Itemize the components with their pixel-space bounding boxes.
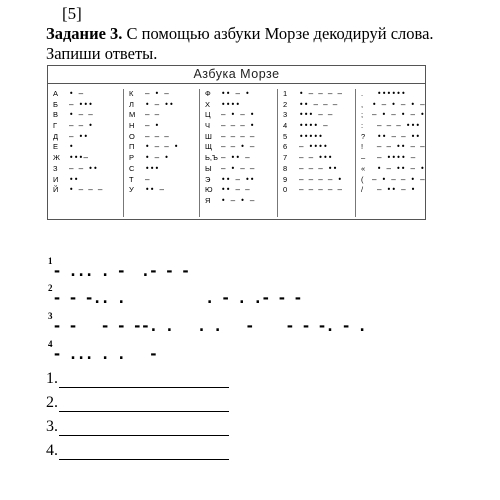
morse-letter: Н xyxy=(129,121,135,131)
morse-letter: З xyxy=(53,163,58,173)
morse-code: •• — • xyxy=(221,89,250,98)
morse-row xyxy=(278,132,355,143)
morse-code: — — — xyxy=(145,131,170,141)
answer-line-2[interactable] xyxy=(46,394,229,412)
morse-code: •• — — •• xyxy=(377,131,421,141)
morse-row xyxy=(124,175,199,186)
morse-row xyxy=(200,132,277,143)
morse-row xyxy=(356,121,425,132)
morse-code: — • xyxy=(145,121,160,131)
morse-row xyxy=(124,89,199,100)
morse-code: •• — xyxy=(145,185,165,195)
morse-row xyxy=(356,164,425,175)
morse-code: — •• — • xyxy=(377,185,416,195)
morse-code: — — • — xyxy=(221,142,255,152)
morse-letter: Я xyxy=(205,195,211,205)
morse-code: — — ••• xyxy=(299,153,333,163)
morse-letter: Т xyxy=(129,174,134,184)
morse-column-5 xyxy=(356,89,425,217)
morse-code: • — — — xyxy=(69,185,103,195)
morse-letter: « xyxy=(361,163,366,173)
morse-letter: Г xyxy=(53,121,58,131)
morse-letter: Ш xyxy=(205,131,212,141)
morse-letter: П xyxy=(129,142,135,152)
morse-row xyxy=(48,121,123,132)
morse-row xyxy=(356,110,425,121)
morse-code: • — — — — xyxy=(299,89,343,98)
morse-code: •• — — — xyxy=(299,99,338,109)
answer-blank[interactable] xyxy=(59,445,229,460)
morse-row xyxy=(124,110,199,121)
answer-number: 3. xyxy=(46,418,58,435)
morse-code: — — — — xyxy=(221,131,255,141)
morse-letter: 3 xyxy=(283,110,288,120)
morse-message-4 xyxy=(48,339,157,363)
morse-row xyxy=(200,153,277,164)
morse-row xyxy=(356,100,425,111)
task-text: С помощью азбуки Морзе декодируй слова. Запиши ответы. xyxy=(46,24,434,63)
message-code: - - - - --. . . . - - - -. - . xyxy=(52,317,366,335)
morse-code: •••••• xyxy=(377,89,406,98)
morse-code: •• — •• xyxy=(221,174,255,184)
morse-row xyxy=(124,121,199,132)
marks-label: [5] xyxy=(62,4,82,23)
morse-row xyxy=(48,153,123,164)
morse-row xyxy=(200,142,277,153)
morse-letter: И xyxy=(53,174,59,184)
morse-code: — • — — • — xyxy=(372,174,425,184)
message-code: - ... . . - xyxy=(52,345,157,363)
message-number: 2 xyxy=(48,283,53,293)
morse-letter: ! xyxy=(361,142,364,152)
morse-code: • — • — • — xyxy=(372,99,425,109)
morse-row xyxy=(124,153,199,164)
morse-row xyxy=(124,164,199,175)
answer-number: 2. xyxy=(46,394,58,411)
morse-code: ••••• xyxy=(299,131,324,141)
answer-line-1[interactable] xyxy=(46,370,229,388)
morse-letter: . xyxy=(361,89,364,98)
answer-blank[interactable] xyxy=(59,397,229,412)
morse-letter: : xyxy=(361,121,364,131)
morse-table xyxy=(47,65,426,220)
morse-row xyxy=(200,100,277,111)
morse-code: • — xyxy=(69,89,84,98)
morse-letter: С xyxy=(129,163,135,173)
morse-letter: Д xyxy=(53,131,59,141)
morse-code: ••• xyxy=(145,163,160,173)
morse-code: — — — •• xyxy=(299,163,338,173)
morse-row xyxy=(200,175,277,186)
morse-code: — •••• — xyxy=(377,153,416,163)
morse-letter: О xyxy=(129,131,135,141)
morse-letter: 7 xyxy=(283,153,288,163)
morse-row xyxy=(124,142,199,153)
answer-blank[interactable] xyxy=(59,373,229,388)
morse-code: • — • xyxy=(145,153,170,163)
morse-row xyxy=(278,89,355,100)
morse-letter: ? xyxy=(361,131,366,141)
morse-code: — •• xyxy=(69,131,89,141)
morse-row xyxy=(48,110,123,121)
morse-row xyxy=(48,132,123,143)
answer-line-4[interactable] xyxy=(46,442,229,460)
morse-code: — — — — — xyxy=(299,185,343,195)
morse-code: • — •• — • xyxy=(376,163,425,173)
morse-column-2 xyxy=(124,89,200,217)
morse-code: — — — ••• xyxy=(377,121,421,131)
answer-number: 4. xyxy=(46,442,58,459)
morse-code: • xyxy=(69,142,74,152)
morse-row xyxy=(356,153,425,164)
morse-row xyxy=(48,89,123,100)
morse-row xyxy=(200,185,277,196)
morse-letter: ; xyxy=(361,110,364,120)
morse-row xyxy=(124,185,199,196)
morse-code: •••— xyxy=(69,153,89,163)
morse-letter: Э xyxy=(205,174,211,184)
morse-code: — • — • — • xyxy=(372,110,425,120)
morse-code: — — • xyxy=(69,121,94,131)
morse-letter: 1 xyxy=(283,89,288,98)
morse-row xyxy=(278,153,355,164)
morse-row xyxy=(278,142,355,153)
morse-letter: / xyxy=(361,185,364,195)
morse-letter: 4 xyxy=(283,121,288,131)
morse-row xyxy=(356,89,425,100)
morse-code: — • — xyxy=(145,89,170,98)
morse-letter: А xyxy=(53,89,59,98)
morse-row xyxy=(356,132,425,143)
morse-letter: 9 xyxy=(283,174,288,184)
morse-letter: Й xyxy=(53,185,59,195)
morse-code: •••• xyxy=(221,99,241,109)
morse-letter: Л xyxy=(129,99,134,109)
morse-letter: Б xyxy=(53,99,58,109)
morse-row xyxy=(48,164,123,175)
task-label: Задание 3. xyxy=(46,24,123,43)
morse-code: — • — — xyxy=(221,163,255,173)
morse-row xyxy=(356,175,425,186)
answer-blank[interactable] xyxy=(59,421,229,436)
morse-letter: Ц xyxy=(205,110,211,120)
morse-letter: 6 xyxy=(283,142,288,152)
morse-code: — ••• xyxy=(69,99,94,109)
morse-letter: 5 xyxy=(283,131,288,141)
morse-letter: , xyxy=(361,99,364,109)
morse-row xyxy=(200,196,277,207)
morse-row xyxy=(278,100,355,111)
morse-row xyxy=(200,110,277,121)
morse-letter: Р xyxy=(129,153,135,163)
morse-code: — — xyxy=(145,110,160,120)
morse-letter: Ю xyxy=(205,185,213,195)
morse-letter: Ч xyxy=(205,121,210,131)
morse-row xyxy=(356,142,425,153)
morse-letter: Х xyxy=(205,99,211,109)
morse-message-2 xyxy=(48,283,302,307)
morse-row xyxy=(200,164,277,175)
morse-row xyxy=(278,175,355,186)
morse-row xyxy=(356,185,425,196)
morse-letter: У xyxy=(129,185,134,195)
morse-letter: Ж xyxy=(53,153,60,163)
morse-code: — — — • xyxy=(221,121,255,131)
morse-row xyxy=(200,121,277,132)
morse-code: — — — — • xyxy=(299,174,343,184)
morse-row xyxy=(278,121,355,132)
morse-row xyxy=(48,175,123,186)
morse-row xyxy=(278,185,355,196)
morse-code: — — •• xyxy=(69,163,98,173)
morse-code: •• — — xyxy=(221,185,250,195)
morse-code: — •• — xyxy=(221,153,250,163)
morse-letter: 2 xyxy=(283,99,288,109)
message-number: 3 xyxy=(48,311,53,321)
morse-code: •• xyxy=(69,174,79,184)
morse-row xyxy=(200,89,277,100)
morse-code: — •••• xyxy=(299,142,328,152)
answer-line-3[interactable] xyxy=(46,418,229,436)
morse-row xyxy=(48,100,123,111)
message-code: - ... . - .- - - xyxy=(52,262,190,280)
morse-code: • — •• xyxy=(145,99,174,109)
morse-code: — — •• — — xyxy=(376,142,425,152)
morse-code: — xyxy=(145,174,150,184)
task-instruction xyxy=(46,24,486,64)
morse-code: • — — • xyxy=(145,142,179,152)
morse-letter: В xyxy=(53,110,59,120)
morse-row xyxy=(278,164,355,175)
morse-letter: ( xyxy=(361,174,364,184)
message-number: 4 xyxy=(48,339,53,349)
message-code: - - -.. . . - . .- - - xyxy=(52,289,302,307)
morse-letter: – xyxy=(361,153,366,163)
morse-letter: Ь,Ъ xyxy=(205,153,218,163)
message-number: 1 xyxy=(48,256,53,266)
morse-code: • — — xyxy=(69,110,94,120)
morse-letter: Ф xyxy=(205,89,211,98)
morse-code: • — • — xyxy=(221,195,255,205)
morse-column-3 xyxy=(200,89,278,217)
answer-number: 1. xyxy=(46,370,58,387)
morse-letter: Е xyxy=(53,142,59,152)
morse-table-title: Азбука Морзе xyxy=(48,66,425,84)
morse-code: ••• — — xyxy=(299,110,333,120)
morse-column-1 xyxy=(48,89,124,217)
morse-message-1 xyxy=(48,256,190,280)
morse-row xyxy=(48,185,123,196)
morse-letter: 0 xyxy=(283,185,288,195)
morse-row xyxy=(278,110,355,121)
morse-column-4 xyxy=(278,89,356,217)
morse-letter: К xyxy=(129,89,134,98)
morse-letter: М xyxy=(129,110,136,120)
morse-row xyxy=(124,100,199,111)
morse-row xyxy=(48,142,123,153)
morse-code: •••• — xyxy=(299,121,328,131)
morse-message-3 xyxy=(48,311,366,335)
morse-letter: 8 xyxy=(283,163,288,173)
morse-letter: Щ xyxy=(205,142,213,152)
morse-code: — • — • xyxy=(221,110,255,120)
morse-letter: Ы xyxy=(205,163,212,173)
morse-row xyxy=(124,132,199,143)
